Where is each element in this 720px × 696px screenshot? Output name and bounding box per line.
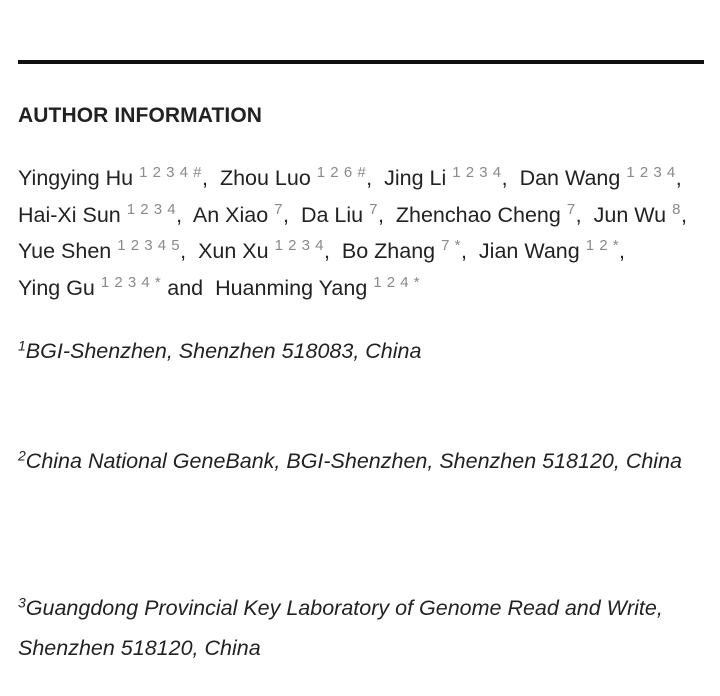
author-affiliation-marks: 1 2 3 4 # — [139, 163, 203, 181]
author-name: Yue Shen — [18, 239, 112, 264]
author-separator: , — [176, 202, 189, 227]
author-name: Huanming Yang — [215, 276, 368, 301]
affiliation — [18, 332, 698, 372]
author — [342, 239, 461, 263]
author-name: Ying Gu — [18, 276, 95, 301]
affiliation — [18, 442, 698, 482]
author-separator: , — [619, 239, 631, 264]
author — [192, 200, 284, 227]
author-name: Jian Wang — [478, 239, 580, 264]
author — [219, 163, 367, 190]
author-separator: , — [180, 239, 193, 264]
author — [215, 273, 421, 301]
author-name: Yingying Hu — [18, 166, 134, 190]
author-separator: , — [202, 166, 214, 190]
author-separator: , — [575, 202, 588, 227]
author-affiliation-marks: 7 — [566, 200, 576, 218]
author — [300, 200, 378, 227]
author-affiliation-marks: 1 2 3 4 — [626, 163, 676, 181]
author-affiliation-marks: 1 2 4 * — [373, 273, 421, 291]
author-name: Xun Xu — [198, 239, 269, 264]
author — [593, 200, 681, 227]
author-name: Da Liu — [300, 202, 364, 227]
author-name: Hai-Xi Sun — [18, 202, 121, 227]
author-separator: , — [675, 166, 688, 190]
author-name: Jun Wu — [593, 202, 667, 227]
author-list — [18, 160, 708, 307]
author-name: An Xiao — [192, 202, 269, 227]
affiliation-number: 3 — [18, 594, 26, 611]
author-affiliation-marks: 7 — [274, 200, 284, 218]
author-name: Dan Wang — [519, 166, 621, 190]
author-affiliation-marks: 1 2 6 # — [316, 163, 367, 181]
author-separator: and — [161, 276, 210, 301]
author-affiliation-marks: 1 2 3 4 — [126, 200, 177, 218]
author-name: Bo Zhang — [341, 239, 436, 264]
author-separator: , — [680, 202, 693, 227]
section-divider — [18, 60, 704, 64]
author — [18, 200, 177, 227]
affiliation-number: 2 — [18, 447, 26, 464]
author-name: Jing Li — [384, 166, 447, 190]
author-affiliation-marks: 1 2 3 4 5 — [117, 237, 181, 255]
section-heading: AUTHOR INFORMATION — [18, 104, 263, 127]
author — [18, 239, 180, 263]
author — [479, 239, 619, 263]
author-separator: , — [377, 202, 390, 227]
author-separator: , — [366, 166, 379, 190]
author — [18, 273, 162, 301]
author-separator: , — [501, 166, 514, 190]
author-affiliation-marks: 1 2 3 4 * — [100, 273, 162, 291]
author-name: Zhenchao Cheng — [395, 202, 561, 227]
author-separator: , — [283, 202, 295, 227]
author-affiliation-marks: 7 * — [441, 237, 461, 255]
author-name: Zhou Luo — [219, 166, 311, 190]
author-affiliation-marks: 1 2 3 4 — [452, 163, 502, 181]
affiliation — [18, 589, 698, 668]
author-affiliation-marks: 7 — [369, 200, 378, 218]
author — [384, 163, 502, 190]
author — [198, 239, 324, 263]
affiliation-text: China National GeneBank, BGI-Shenzhen, Shenzhen 518120, China — [25, 449, 682, 473]
author — [395, 200, 576, 227]
author-separator: , — [460, 239, 473, 264]
author — [18, 163, 203, 190]
author — [519, 163, 676, 190]
author-affiliation-marks: 1 2 3 4 — [274, 237, 324, 255]
author-affiliation-marks: 8 — [672, 200, 681, 218]
author-affiliation-marks: 1 2 * — [585, 237, 620, 255]
affiliation-number: 1 — [18, 337, 26, 354]
affiliation-text: BGI-Shenzhen, Shenzhen 518083, China — [25, 339, 422, 363]
affiliation-text: Guangdong Provincial Key Laboratory of Genome Read and Write, Shenzhen 518120, China — [18, 596, 663, 660]
author-separator: , — [323, 239, 336, 264]
